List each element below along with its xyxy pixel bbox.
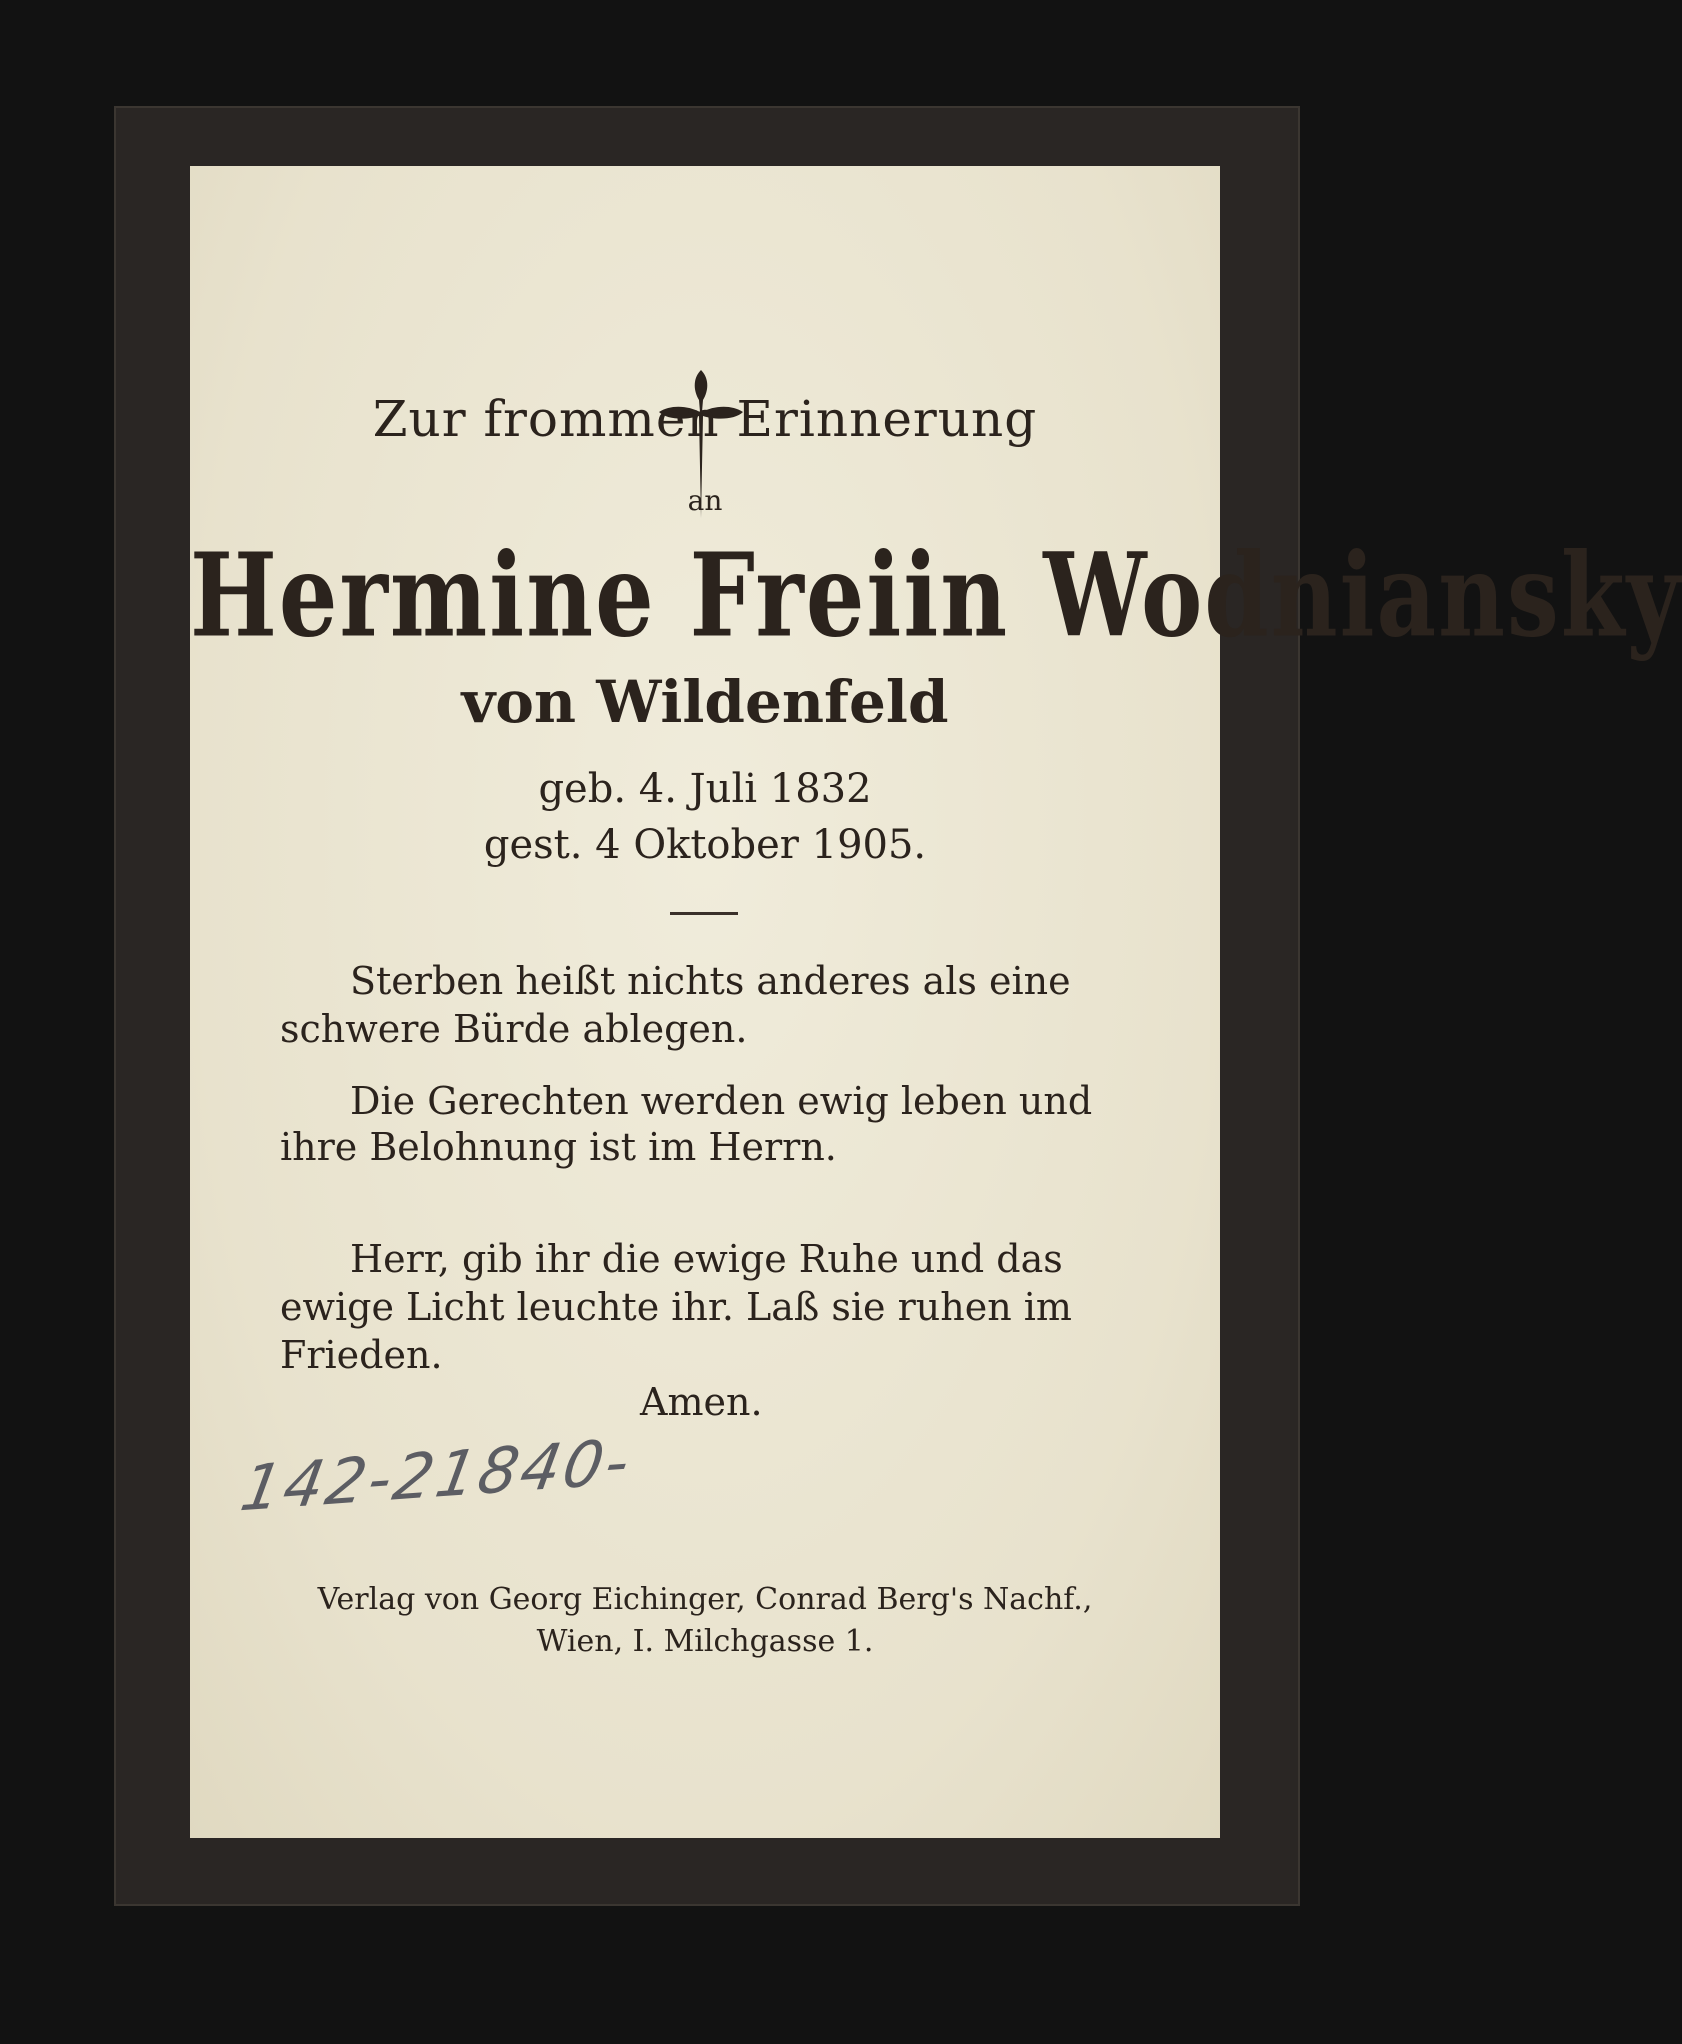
heading: Zur frommen Erinnerung [372,390,1038,448]
name-suffix: von Wildenfeld [461,668,949,736]
death-date: gest. 4 Oktober 1905. [483,822,927,868]
archive-number: 142-21840- [235,1424,638,1526]
verse-line: ihre Belohnung ist im Herrn. [280,1125,837,1169]
dedication-word: an [687,484,723,517]
verse-line: Frieden. [280,1333,443,1377]
verse-line: Sterben heißt nichts anderes als eine [350,959,1071,1003]
publisher-line: Verlag von Georg Eichinger, Conrad Berg's Nachf., [317,1582,1093,1617]
deceased-name: Hermine Freiin Wodniansky [190,528,1682,663]
memorial-card [190,166,1682,1838]
divider [670,912,738,915]
verse-line: schwere Bürde ablegen. [280,1007,748,1051]
birth-date: geb. 4. Juli 1832 [538,766,872,812]
verse-line: Herr, gib ihr die ewige Ruhe und das [350,1237,1063,1281]
closing-amen: Amen. [640,1380,763,1424]
publisher-address: Wien, I. Milchgasse 1. [536,1624,874,1659]
verse-line: ewige Licht leuchte ihr. Laß sie ruhen im [280,1285,1072,1329]
verse-line: Die Gerechten werden ewig leben und [350,1079,1093,1123]
